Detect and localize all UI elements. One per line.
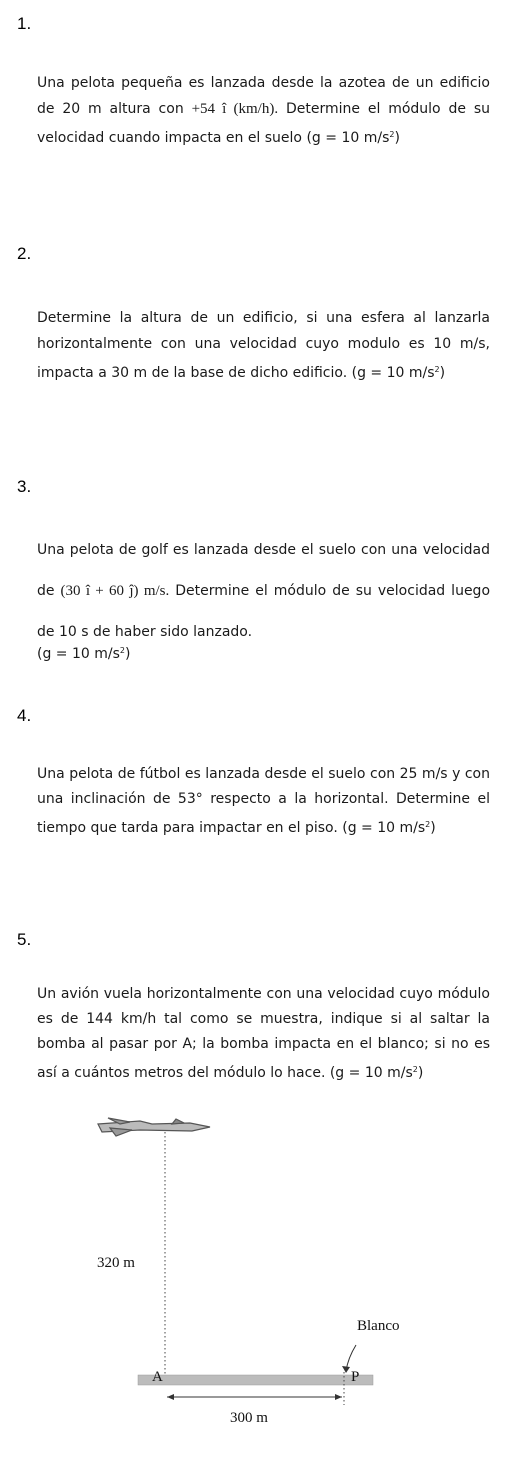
problem-3-text: Una pelota de golf es lanzada desde el suelo con una velocidad de <box>37 542 490 599</box>
problem-2-statement <box>37 305 490 386</box>
ground-bar <box>138 1375 373 1385</box>
problem-3-text-after: Determine el módulo de su velocidad luego de 10 s de haber sido lanzado. <box>37 583 491 640</box>
problem-3-gravity: (g = 10 $m/s^2$) <box>37 646 131 662</box>
problem-5-statement <box>37 982 490 1086</box>
point-p-label: P <box>351 1369 360 1385</box>
problem-1-number: 1. <box>17 14 32 33</box>
problem-4-statement <box>37 762 490 841</box>
problem-4-number: 4. <box>17 706 32 725</box>
bomb-drop-figure <box>80 1110 410 1450</box>
problem-2-number: 2. <box>17 244 32 263</box>
problem-1-vector: +54 î (km/h). <box>191 101 279 117</box>
problem-3-vector: (30 î + 60 ĵ) m/s. <box>60 583 170 599</box>
problem-1-gravity: (g = 10 $m/s^2$) <box>306 130 400 146</box>
problem-3-statement <box>37 530 490 653</box>
problem-5-number: 5. <box>17 930 32 949</box>
airplane-icon <box>98 1118 210 1136</box>
point-a-label: A <box>152 1369 163 1385</box>
target-label: Blanco <box>357 1318 400 1334</box>
problem-3-number: 3. <box>17 477 32 496</box>
height-label: 320 m <box>97 1255 135 1271</box>
problem-5-text: Un avión vuela horizontalmente con una velocidad cuyo módulo es de 144 km/h tal como se muestra, indique si al saltar la bomba al pasar por A; la bomba impacta en el blanco; si no es así a cuántos metros del módulo lo hace. <box>37 986 490 1081</box>
problem-1-statement <box>37 70 490 151</box>
problem-1-text: Una pelota pequeña es lanzada desde la azotea de un edificio de 20 m altura con <box>37 75 490 117</box>
problem-1-text-after: Determine el módulo de su velocidad cuando impacta en el suelo <box>37 101 490 146</box>
distance-label: 300 m <box>230 1410 268 1426</box>
problem-2-gravity: (g = 10 $m/s^2$) <box>351 365 446 381</box>
problem-4-gravity: (g = 10 $m/s^2$) <box>342 820 436 836</box>
bomb-drop-diagram <box>80 1110 410 1450</box>
problem-4-text: Una pelota de fútbol es lanzada desde el suelo con 25 m/s y con una inclinación de 53° respecto a la horizontal. Determine el tiempo que tarda para impactar en el piso. <box>37 766 490 836</box>
problem-5-gravity: (g = 10 $m/s^2$) <box>329 1065 424 1081</box>
problem-2-text: Determine la altura de un edificio, si una esfera al lanzarla horizontalmente con una velocidad cuyo modulo es 10 m/s, impacta a 30 m de la base de dicho edificio. <box>37 310 490 381</box>
